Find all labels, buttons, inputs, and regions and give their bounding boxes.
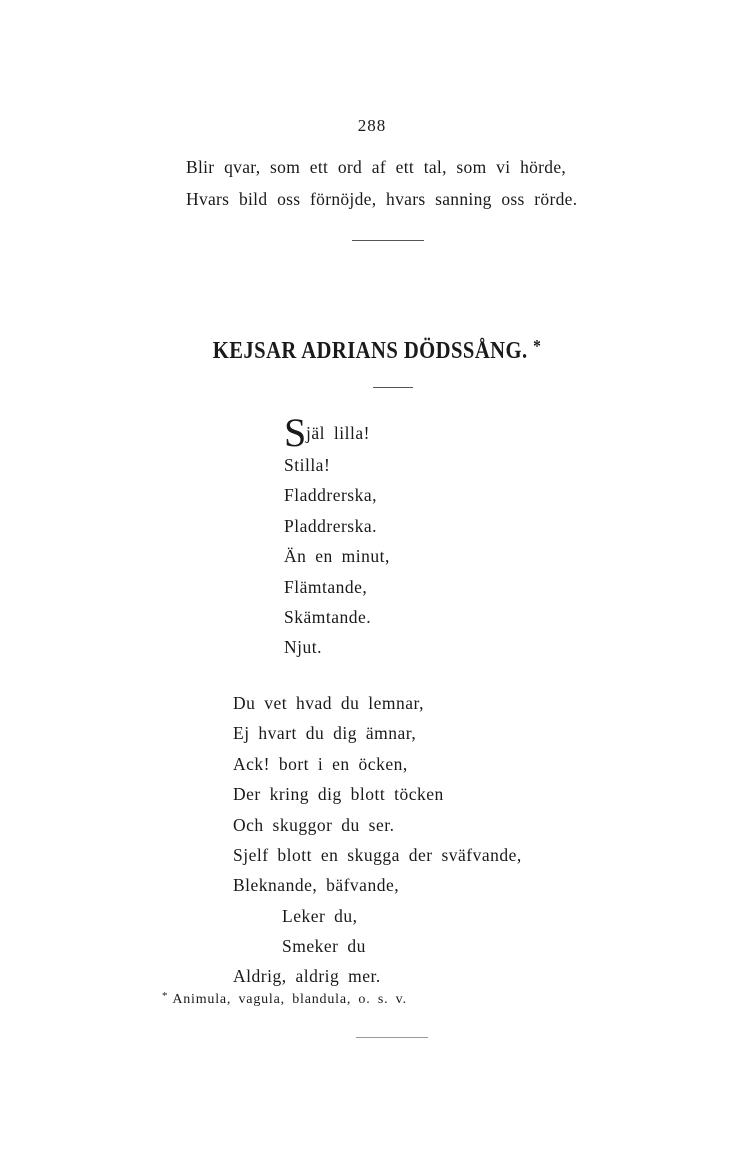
stanza1-line-5: Än en minut, [284, 546, 390, 566]
stanza2-line-3: Ack! bort i en öcken, [233, 754, 408, 774]
stanza2-line-5: Och skuggor du ser. [233, 815, 395, 835]
stanza2-line-8: Leker du, [282, 906, 358, 926]
stanza2-line-4: Der kring dig blott töcken [233, 784, 444, 804]
footnote-marker: * [162, 990, 169, 1002]
stanza1-line-8: Njut. [284, 637, 322, 657]
poem-title-text: KEJSAR ADRIANS DÖDSSÅNG. [212, 338, 528, 364]
page-number: 288 [357, 116, 387, 135]
stanza1-line-7: Skämtande. [284, 607, 372, 627]
title-underline [373, 387, 413, 388]
title-footnote-marker: * [533, 336, 542, 356]
section-divider [352, 240, 424, 241]
stanza2-line-7: Bleknande, bäfvande, [233, 875, 400, 895]
poem-title [57, 336, 697, 365]
end-divider [356, 1037, 428, 1038]
stanza2-line-1: Du vet hvad du lemnar, [233, 693, 425, 713]
stanza1-line-2: Stilla! [284, 455, 331, 475]
stanza2-line-2: Ej hvart du dig ämnar, [233, 723, 417, 743]
stanza1-line-3: Fladdrerska, [284, 485, 377, 505]
stanza2-line-10: Aldrig, aldrig mer. [233, 966, 381, 986]
top-verse-line-1: Blir qvar, som ett ord af ett tal, som vi hörde, [186, 157, 567, 177]
stanza1-line-1: jäl lilla! [306, 423, 370, 443]
footnote [162, 990, 407, 1008]
top-verse-line-2: Hvars bild oss förnöjde, hvars sanning oss rörde. [186, 189, 578, 209]
stanza1-line-4: Pladdrerska. [284, 516, 377, 536]
stanza1-line-6: Flämtande, [284, 577, 368, 597]
stanza2-line-6: Sjelf blott en skugga der sväfvande, [233, 845, 522, 865]
drop-cap: S [284, 410, 307, 455]
stanza2-line-9: Smeker du [282, 936, 366, 956]
footnote-text: Animula, vagula, blandula, o. s. v. [172, 992, 407, 1007]
